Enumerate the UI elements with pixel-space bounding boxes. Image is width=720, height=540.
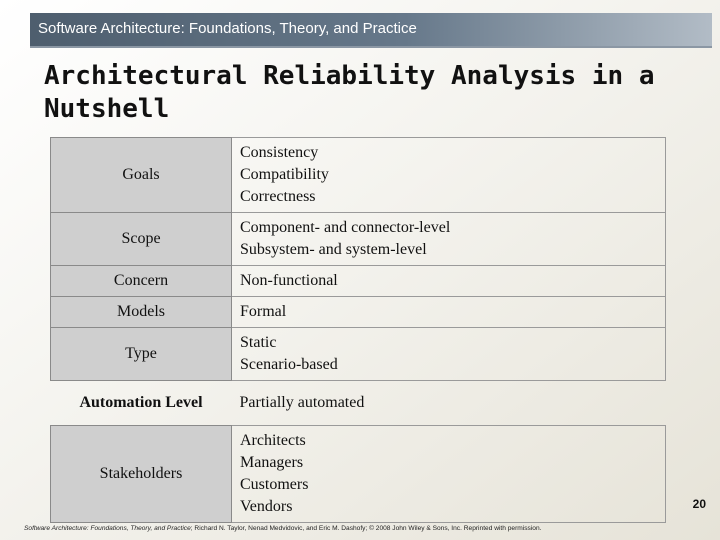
row-value — [232, 381, 666, 426]
row-value — [232, 138, 666, 213]
value-line: Static — [240, 334, 277, 351]
footer-book-title: Software Architecture: Foundations, Theory, and Practice — [24, 525, 191, 532]
footer-credit: ; Richard N. Taylor, Nenad Medvidovic, and Eric M. Dashofy; © 2008 John Wiley & Sons, Inc. Reprinted with permission. — [190, 525, 542, 532]
value-line: Scenario-based — [240, 356, 338, 373]
table-row-scope — [51, 213, 666, 266]
value-line: Architects — [240, 432, 306, 449]
row-label: Goals — [51, 138, 232, 213]
value-line: Managers — [240, 454, 304, 471]
value-line: Component- and connector-level — [240, 219, 451, 236]
value-line: Subsystem- and system-level — [240, 241, 427, 258]
table-row-concern — [51, 266, 666, 297]
footer-citation — [24, 525, 541, 532]
value-line: Vendors — [240, 498, 293, 515]
header-banner — [30, 13, 712, 48]
value-line: Consistency — [240, 144, 319, 161]
analysis-table — [50, 137, 666, 523]
row-label: Models — [51, 297, 232, 328]
row-value — [232, 297, 666, 328]
row-value — [232, 328, 666, 381]
table-row-models — [51, 297, 666, 328]
row-label: Scope — [51, 213, 232, 266]
row-value — [232, 213, 666, 266]
row-label: Stakeholders — [51, 426, 232, 523]
row-label: Type — [51, 328, 232, 381]
value-line: Non-functional — [240, 272, 338, 289]
table-row-stakeholders — [51, 426, 666, 523]
row-value — [232, 426, 666, 523]
banner-text: Software Architecture: Foundations, Theory, and Practice — [38, 20, 417, 37]
row-label: Concern — [51, 266, 232, 297]
value-line: Formal — [240, 303, 287, 320]
table-row-automation-level — [51, 381, 666, 426]
value-line: Compatibility — [240, 166, 329, 183]
value-line: Partially automated — [239, 394, 365, 411]
value-line: Correctness — [240, 188, 316, 205]
page-number: 20 — [692, 497, 706, 511]
value-line: Customers — [240, 476, 309, 493]
slide-title: Architectural Reliability Analysis in a Nutshell — [44, 61, 655, 124]
table-row-type — [51, 328, 666, 381]
row-label: Automation Level — [79, 394, 203, 411]
table-row-goals — [51, 138, 666, 213]
row-value — [232, 266, 666, 297]
